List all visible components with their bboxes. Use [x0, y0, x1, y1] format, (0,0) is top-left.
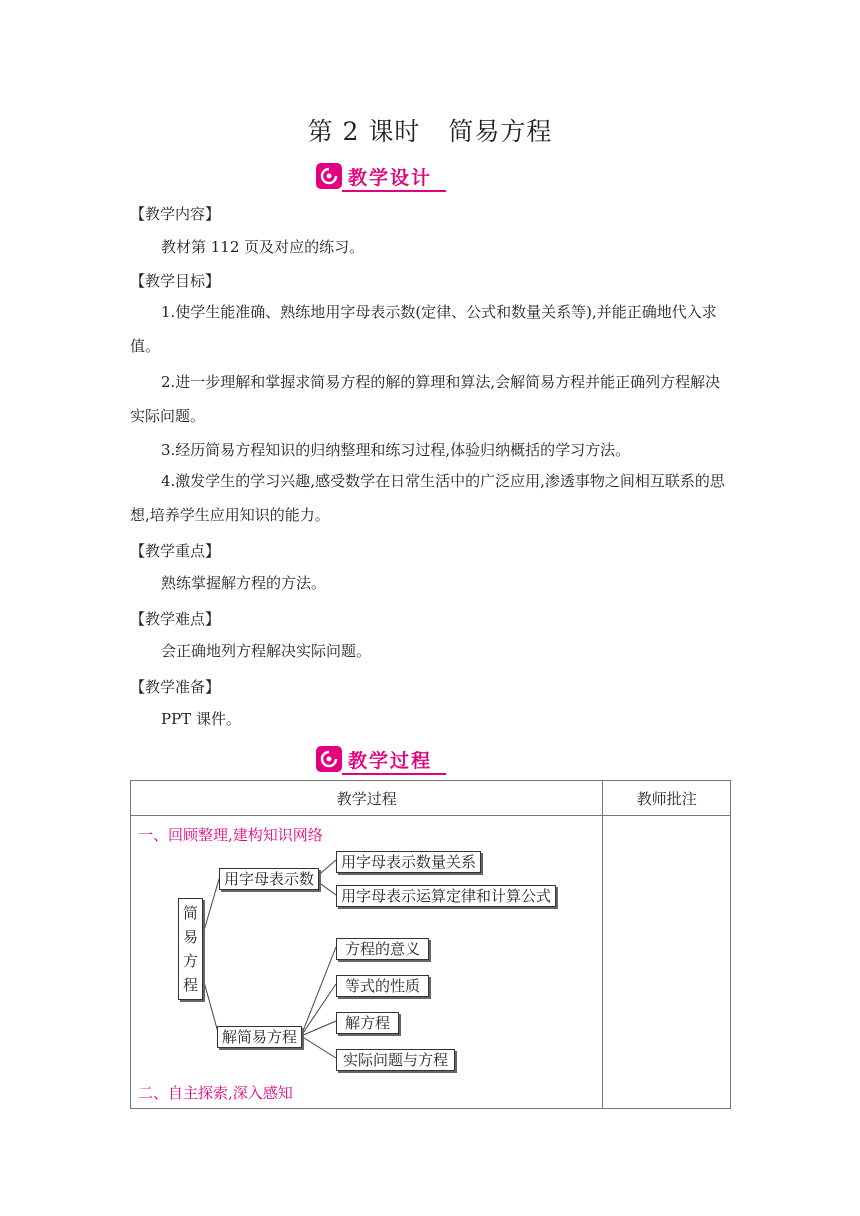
process-table: [130, 780, 731, 1109]
goal-item: 1.使学生能准确、熟练地用字母表示数(定律、公式和数量关系等),并能正确地代入求值。: [130, 303, 717, 355]
step-heading: 二、自主探索,深入感知: [138, 1084, 293, 1102]
tree-leaf: 解方程: [336, 1012, 399, 1034]
root-char: 简: [182, 904, 198, 922]
spiral-logo-icon: [316, 746, 342, 772]
process-cell: [131, 816, 603, 1109]
goal-item: 3.经历简易方程知识的归纳整理和练习过程,体验归纳概括的学习方法。: [161, 441, 631, 459]
tree-leaf: 用字母表示运算定律和计算公式: [336, 885, 556, 907]
section-heading-prep: 【教学准备】: [130, 678, 221, 696]
prep-text: PPT 课件。: [161, 710, 241, 728]
section-heading-goals: 【教学目标】: [130, 272, 221, 290]
tree-node-equations: 解简易方程: [217, 1026, 302, 1048]
page-title: [0, 112, 860, 148]
section-heading-content: 【教学内容】: [130, 205, 221, 223]
column-header-process: 教学过程: [131, 781, 603, 816]
spiral-logo-icon: [316, 163, 342, 189]
notes-cell: [603, 816, 731, 1109]
column-header-notes: 教师批注: [603, 781, 731, 816]
root-char: 程: [182, 976, 198, 994]
content-text: 教材第 112 页及对应的练习。: [161, 238, 365, 256]
key-text: 熟练掌握解方程的方法。: [161, 574, 327, 592]
banner-teaching-process: [316, 746, 446, 772]
tree-leaf: 等式的性质: [336, 975, 429, 997]
section-heading-difficulty: 【教学难点】: [130, 610, 221, 628]
tree-root-box: [178, 898, 203, 1000]
goal-item: 2.进一步理解和掌握求简易方程的解的算理和算法,会解简易方程并能正确列方程解决实际问题。: [130, 373, 721, 425]
section-heading-key: 【教学重点】: [130, 542, 221, 560]
lesson-number: 第 2 课时: [307, 117, 421, 146]
root-char: 易: [182, 928, 198, 946]
tree-leaf: 实际问题与方程: [336, 1049, 455, 1071]
tree-leaf: 方程的意义: [336, 938, 429, 960]
goal-item: 4.激发学生的学习兴趣,感受数学在日常生活中的广泛应用,渗透事物之间相互联系的思想,培养学生应用知识的能力。: [130, 472, 725, 524]
banner-label: 教学过程: [348, 749, 433, 772]
tree-leaf: 用字母表示数量关系: [336, 851, 481, 873]
root-char: 方: [182, 952, 198, 970]
tree-node-letters: 用字母表示数: [219, 868, 319, 890]
lesson-name: 简易方程: [448, 117, 553, 146]
difficulty-text: 会正确地列方程解决实际问题。: [161, 642, 372, 660]
banner-label: 教学设计: [348, 166, 433, 189]
step-heading: 一、回顾整理,建构知识网络: [138, 826, 323, 844]
banner-teaching-design: [316, 163, 446, 189]
